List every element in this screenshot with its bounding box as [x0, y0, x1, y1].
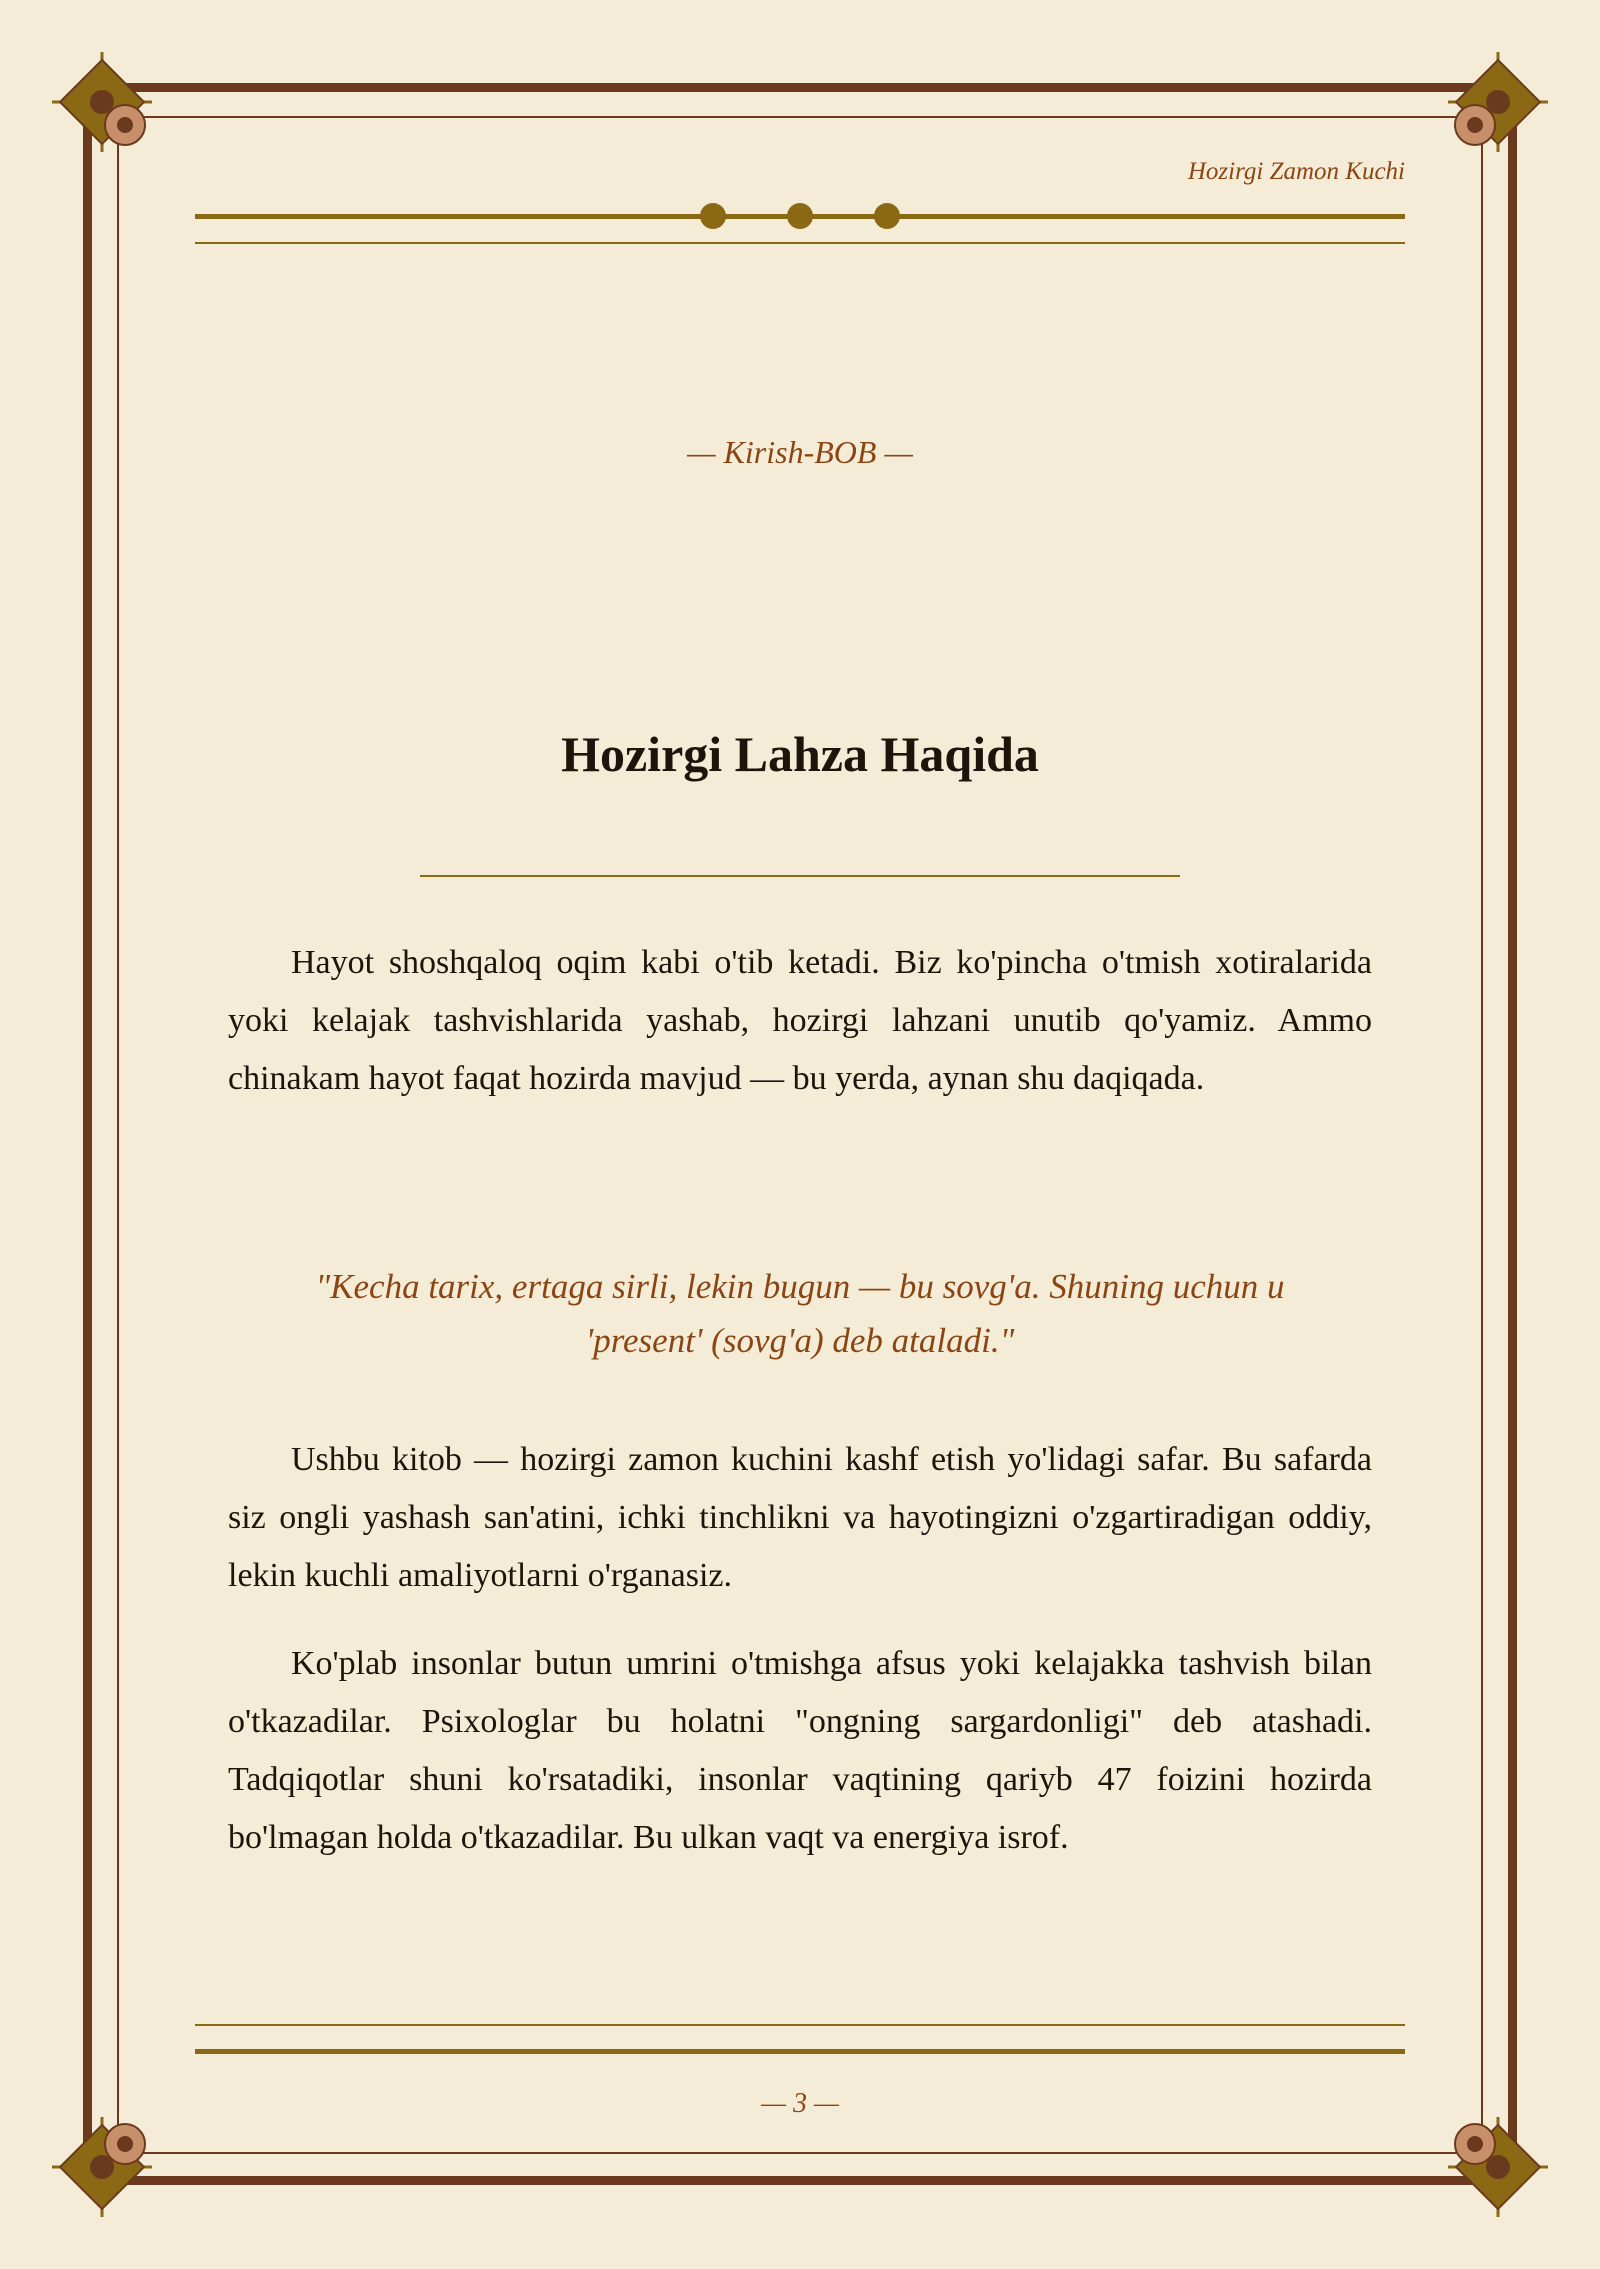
- header-rule-thin: [195, 242, 1405, 244]
- corner-ornament-top-right: [1448, 52, 1548, 152]
- chapter-label: — Kirish-BOB —: [687, 434, 913, 470]
- paragraph-1: Hayot shoshqaloq oqim kabi o'tib ketadi. Biz ko'pincha o'tmish xotiralarida yoki kelajak tashvishlarida yashab, hozirgi lahzani unutib qo'yamiz. Ammo chinakam hayot faqat hozirda mavjud — bu yerda, aynan shu daqiqada.: [228, 944, 1372, 1097]
- footer-rule-thick: [195, 2049, 1405, 2054]
- title-divider: [420, 875, 1180, 877]
- page-number: — 3 —: [761, 2088, 839, 2119]
- epigraph-quote: "Kecha tarix, ertaga sirli, lekin bugun — bu sovg'a. Shuning uchun u 'present' (sovg'a) deb ataladi.": [315, 1267, 1285, 1360]
- running-title: Hozirgi Zamon Kuchi: [1187, 158, 1405, 185]
- corner-ornament-bottom-left: [52, 2117, 152, 2217]
- paragraph-3: Ko'plab insonlar butun umrini o'tmishga afsus yoki kelajakka tashvish bilan o'tkazadilar. Psixologlar bu holatni "ongning sargardonligi" deb atashadi. Tadqiqotlar shuni ko'rsatadiki, insonlar vaqtining qariyb 47 foizini hozirda bo'lmagan holda o'tkazadilar. Bu ulkan vaqt va energiya isrof.: [228, 1645, 1372, 1856]
- corner-ornament-top-left: [52, 52, 152, 152]
- header-dots-ornament: [0, 202, 1600, 230]
- chapter-title: Hozirgi Lahza Haqida: [561, 726, 1039, 782]
- paragraph-2: Ushbu kitob — hozirgi zamon kuchini kashf etish yo'lidagi safar. Bu safarda siz ongli yashash san'atini, ichki tinchlikni va hayotingizni o'zgartiradigan oddiy, lekin kuchli amaliyotlarni o'rganasiz.: [228, 1441, 1372, 1594]
- corner-ornament-bottom-right: [1448, 2117, 1548, 2217]
- footer-rule-thin: [195, 2024, 1405, 2026]
